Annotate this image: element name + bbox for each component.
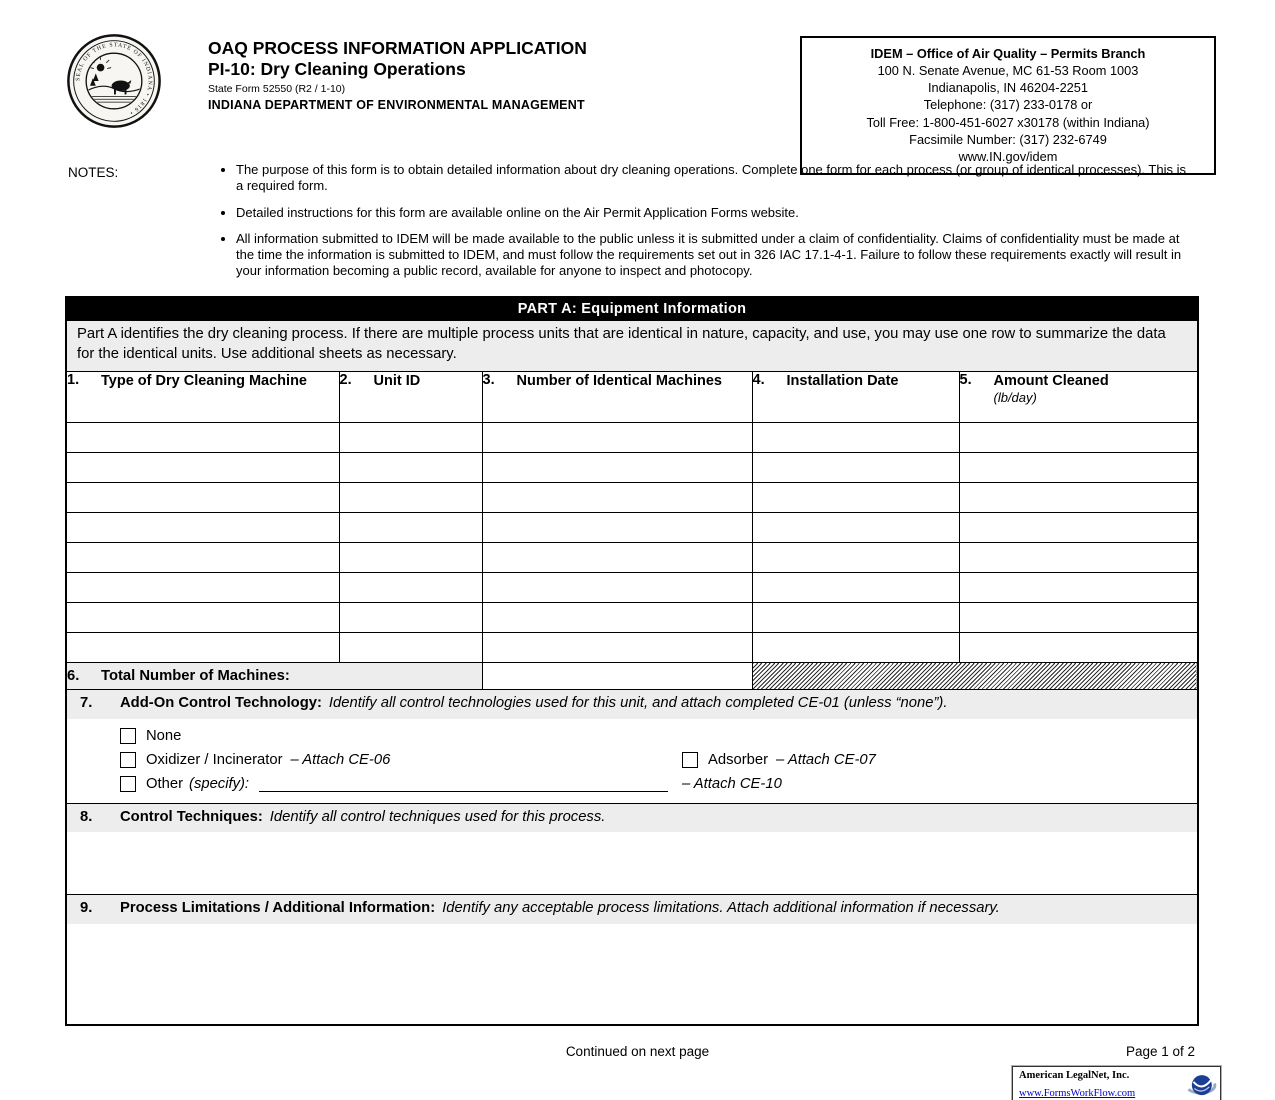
q9-section — [67, 894, 1197, 1024]
column-header-type — [67, 372, 339, 423]
total-label: Total Number of Machines: — [101, 668, 290, 685]
other-checkbox[interactable] — [120, 776, 136, 792]
equipment-table-row — [67, 513, 1197, 543]
state-seal-icon — [66, 33, 162, 129]
equipment-table — [67, 372, 1197, 689]
equipment-cell[interactable] — [752, 633, 959, 663]
equipment-cell[interactable] — [339, 633, 482, 663]
equipment-cell[interactable] — [752, 513, 959, 543]
equipment-cell[interactable] — [959, 513, 1197, 543]
formsworkflow-link[interactable]: www.FormsWorkFlow.com — [1019, 1088, 1136, 1100]
equipment-cell[interactable] — [959, 453, 1197, 483]
adsorber-attach-note: – Attach CE-07 — [776, 751, 876, 768]
col1-label: Type of Dry Cleaning Machine — [101, 373, 307, 390]
total-machines-label — [67, 663, 482, 690]
equipment-cell[interactable] — [67, 543, 339, 573]
state-form-number: State Form 52550 (R2 / 1-10) — [208, 82, 346, 95]
col3-number: 3. — [482, 372, 495, 389]
equipment-cell[interactable] — [482, 573, 752, 603]
equipment-cell[interactable] — [959, 543, 1197, 573]
indiana-state-seal — [66, 33, 162, 129]
continued-text: Continued on next page — [565, 1044, 710, 1059]
equipment-cell[interactable] — [482, 423, 752, 453]
q9-instruction: Identify any acceptable process limitations. Attach additional information if necessary. — [442, 900, 1000, 917]
blocked-hatch-area — [752, 663, 1197, 690]
part-a-box — [65, 296, 1199, 1026]
contact-office-line: IDEM – Office of Air Quality – Permits Branch — [870, 46, 1146, 61]
equipment-cell[interactable] — [67, 513, 339, 543]
equipment-table-row — [67, 573, 1197, 603]
q8-section — [67, 803, 1197, 895]
other-specify-line[interactable] — [259, 776, 668, 792]
equipment-table-row — [67, 483, 1197, 513]
equipment-cell[interactable] — [339, 483, 482, 513]
q9-header — [67, 895, 1197, 924]
adsorber-checkbox[interactable] — [682, 752, 698, 768]
equipment-cell[interactable] — [67, 453, 339, 483]
legalnet-globe-icon — [1185, 1071, 1217, 1100]
title-block — [208, 38, 587, 112]
other-attach-note: – Attach CE-10 — [682, 775, 782, 792]
col3-label: Number of Identical Machines — [516, 373, 722, 390]
equipment-cell[interactable] — [752, 453, 959, 483]
column-header-unit-id — [339, 372, 482, 423]
equipment-table-row — [67, 633, 1197, 663]
total-machines-row — [67, 663, 1197, 690]
equipment-cell[interactable] — [752, 483, 959, 513]
q9-number: 9. — [80, 900, 93, 917]
equipment-table-row — [67, 453, 1197, 483]
notes-label: NOTES: — [68, 165, 119, 180]
column-header-amount-cleaned — [959, 372, 1197, 423]
q7-options — [67, 719, 1197, 803]
q8-number: 8. — [80, 808, 93, 825]
other-label: Other — [146, 775, 184, 792]
form-title: OAQ PROCESS INFORMATION APPLICATION — [208, 38, 587, 58]
equipment-cell[interactable] — [67, 633, 339, 663]
col5-sublabel: (lb/day) — [993, 390, 1037, 406]
q8-label: Control Techniques: — [120, 808, 263, 825]
equipment-cell[interactable] — [752, 423, 959, 453]
equipment-cell[interactable] — [752, 603, 959, 633]
equipment-cell[interactable] — [959, 633, 1197, 663]
control-techniques-input-area[interactable] — [67, 832, 1197, 894]
contact-fax-line: Facsimile Number: (317) 232-6749 — [909, 131, 1107, 147]
equipment-cell[interactable] — [482, 453, 752, 483]
col2-number: 2. — [339, 372, 352, 389]
equipment-cell[interactable] — [752, 573, 959, 603]
col4-number: 4. — [752, 372, 765, 389]
oxidizer-label: Oxidizer / Incinerator — [146, 751, 283, 768]
equipment-cell[interactable] — [752, 543, 959, 573]
equipment-cell[interactable] — [339, 573, 482, 603]
legalnet-company: American LegalNet, Inc. — [1019, 1069, 1130, 1081]
equipment-cell[interactable] — [959, 573, 1197, 603]
equipment-cell[interactable] — [339, 543, 482, 573]
note-item-instructions: • Detailed instructions for this form are available online on the Air Permit Application Forms website. — [236, 205, 1195, 221]
none-label: None — [146, 727, 182, 744]
none-checkbox[interactable] — [120, 728, 136, 744]
equipment-cell[interactable] — [959, 483, 1197, 513]
contact-city-line: Indianapolis, IN 46204-2251 — [927, 80, 1089, 96]
q7-number: 7. — [80, 695, 93, 712]
column-header-installation-date — [752, 372, 959, 423]
col5-label: Amount Cleaned — [993, 373, 1109, 390]
equipment-table-row — [67, 543, 1197, 573]
total-machines-input[interactable] — [482, 663, 752, 690]
column-header-identical-machines — [482, 372, 752, 423]
equipment-cell[interactable] — [959, 603, 1197, 633]
contact-phone-line: Telephone: (317) 233-0178 or — [923, 97, 1093, 113]
contact-address-line: 100 N. Senate Avenue, MC 61-53 Room 1003 — [877, 63, 1139, 79]
equipment-cell[interactable] — [339, 603, 482, 633]
total-number: 6. — [67, 668, 80, 685]
equipment-cell[interactable] — [67, 573, 339, 603]
equipment-table-row — [67, 423, 1197, 453]
q7-header — [67, 690, 1197, 719]
equipment-table-header-row — [67, 372, 1197, 423]
equipment-cell[interactable] — [67, 423, 339, 453]
notes-section — [68, 162, 1195, 290]
process-limitations-input-area[interactable] — [67, 924, 1197, 1024]
q7-label: Add-On Control Technology: — [120, 695, 322, 712]
oaq-contact-box — [800, 36, 1216, 175]
col2-label: Unit ID — [373, 373, 421, 390]
part-a-description: Part A identifies the dry cleaning process. If there are multiple process units that are identical in nature, capacity, and use, you may use one row to summarize the data for the identical units. Use additional sheets as necessary. — [67, 321, 1197, 372]
oxidizer-checkbox[interactable] — [120, 752, 136, 768]
option-row-none — [67, 724, 1197, 748]
q8-header — [67, 804, 1197, 833]
note-item-confidentiality: • All information submitted to IDEM will be made available to the public unless it is submitted under a claim of confidentiality. Claims of confidentiality must be made at the time the information is submitted to IDEM, and must follow the requirements set out in 326 IAC 17.1-4-1. Failure to follow these requirements exactly will result in your information becoming a public record, available for anyone to inspect and photocopy. — [236, 231, 1195, 280]
equipment-cell[interactable] — [482, 483, 752, 513]
equipment-cell[interactable] — [67, 603, 339, 633]
q7-instruction: Identify all control technologies used for this unit, and attach completed CE-01 (unless “none”). — [328, 695, 948, 712]
equipment-table-row — [67, 603, 1197, 633]
equipment-cell[interactable] — [482, 603, 752, 633]
equipment-cell[interactable] — [339, 423, 482, 453]
oxidizer-attach-note: – Attach CE-06 — [290, 751, 391, 768]
idem-website-url: www.IN.gov/idem — [958, 148, 1058, 164]
legalnet-box — [1012, 1066, 1221, 1100]
agency-name: INDIANA DEPARTMENT OF ENVIRONMENTAL MANAGEMENT — [208, 97, 585, 112]
note-item-purpose: • The purpose of this form is to obtain detailed information about dry cleaning operations. Complete one form for each process (or group of identical processes). This is a required form. — [236, 162, 1195, 195]
equipment-table-body — [67, 423, 1197, 663]
option-row-oxidizer-adsorber — [67, 748, 1197, 772]
equipment-cell[interactable] — [67, 483, 339, 513]
form-subtitle: PI-10: Dry Cleaning Operations — [208, 59, 466, 80]
page-number: Page 1 of 2 — [1125, 1044, 1195, 1059]
equipment-cell[interactable] — [482, 633, 752, 663]
col4-label: Installation Date — [786, 373, 899, 390]
q9-label: Process Limitations / Additional Information: — [120, 900, 436, 917]
equipment-cell[interactable] — [339, 453, 482, 483]
contact-tollfree-line: Toll Free: 1-800-451-6027 x30178 (within Indiana) — [866, 114, 1150, 130]
adsorber-label: Adsorber — [708, 751, 769, 768]
option-row-other — [67, 772, 1197, 796]
equipment-cell[interactable] — [959, 423, 1197, 453]
equipment-cell[interactable] — [339, 513, 482, 543]
q8-instruction: Identify all control techniques used for this process. — [269, 808, 606, 825]
equipment-cell[interactable] — [482, 513, 752, 543]
part-a-header-bar: PART A: Equipment Information — [67, 298, 1197, 321]
equipment-cell[interactable] — [482, 543, 752, 573]
col5-number: 5. — [959, 372, 972, 389]
notes-list — [68, 162, 1195, 280]
q7-section — [67, 689, 1197, 803]
col1-number: 1. — [67, 372, 80, 389]
other-specify-label: (specify): — [189, 775, 250, 792]
svg-text:SEAL OF THE STATE OF INDIANA •: SEAL OF THE STATE OF INDIANA • 1816 • — [75, 42, 153, 116]
